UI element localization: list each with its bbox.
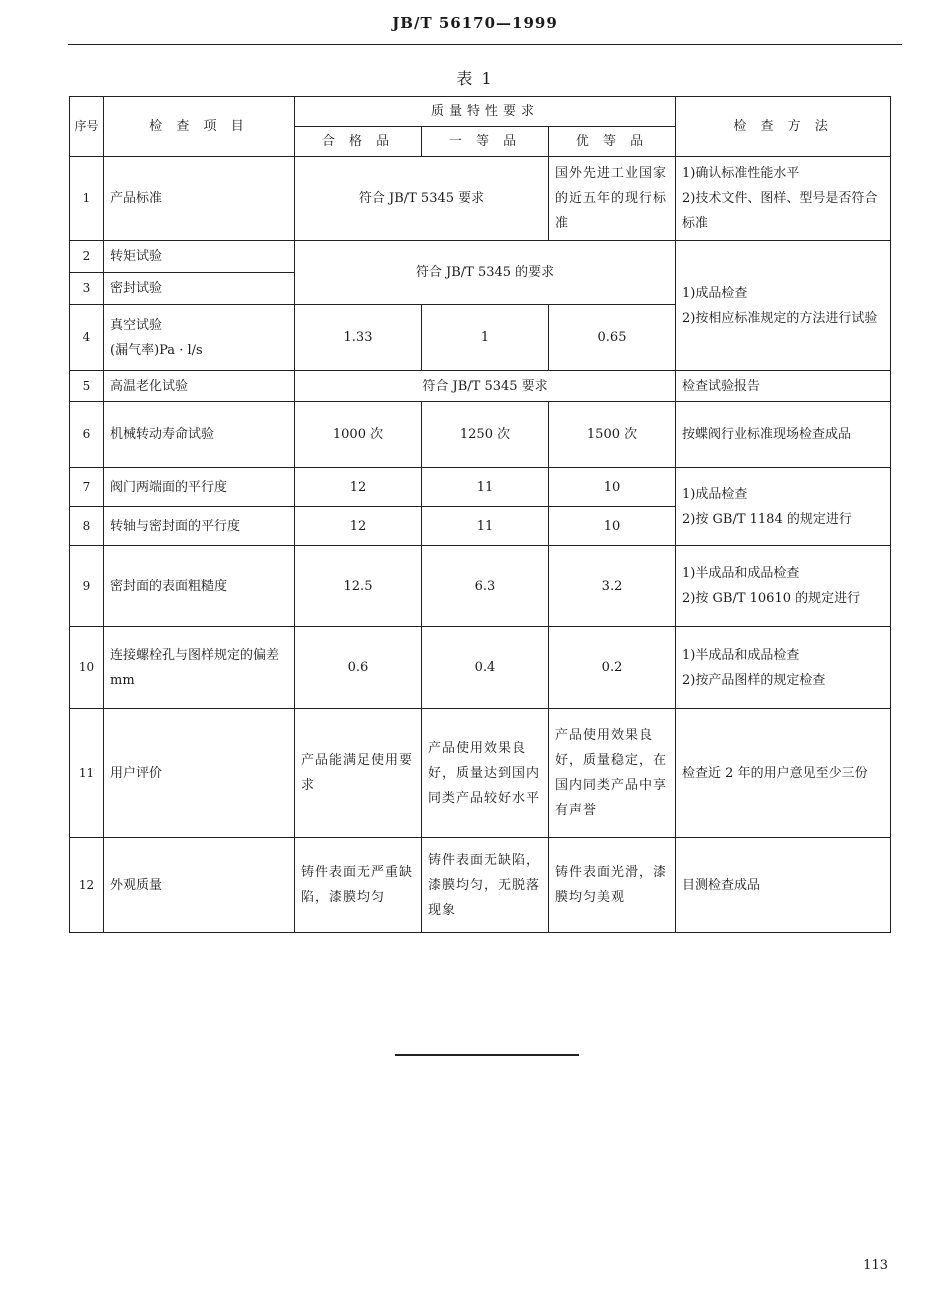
row-seq: 7 (70, 468, 104, 507)
row-method: 检查近 2 年的用户意见至少三份 (676, 709, 891, 838)
row-seq: 8 (70, 507, 104, 546)
row-first-class: 1 (422, 305, 549, 371)
row-superior: 国外先进工业国家的近五年的现行标准 (549, 157, 676, 241)
standard-code-header: JB/T 56170—1999 (392, 14, 558, 32)
row-merged-requirement: 符合 JB/T 5345 的要求 (295, 241, 676, 305)
table-row (70, 468, 891, 507)
table-row (70, 371, 891, 402)
row-seq: 4 (70, 305, 104, 371)
row-item: 密封面的表面粗糙度 (104, 546, 295, 627)
row-superior: 10 (549, 507, 676, 546)
row-method: 目测检查成品 (676, 838, 891, 933)
row-first-class: 11 (422, 468, 549, 507)
table-caption: 表 1 (456, 69, 494, 88)
row-method: 1)半成品和成品检查 2)按产品图样的规定检查 (676, 627, 891, 709)
row-seq: 2 (70, 241, 104, 273)
row-seq: 3 (70, 273, 104, 305)
row-qualified: 铸件表面无严重缺陷，漆膜均匀 (295, 838, 422, 933)
row-item: 转轴与密封面的平行度 (104, 507, 295, 546)
row-qualified: 12.5 (295, 546, 422, 627)
header-item: 检 查 项 目 (104, 97, 295, 157)
row-superior: 10 (549, 468, 676, 507)
row-item: 用户评价 (104, 709, 295, 838)
table-row (70, 546, 891, 627)
row-first-class: 1250 次 (422, 402, 549, 468)
row-seq: 11 (70, 709, 104, 838)
row-method: 1)成品检查 2)按 GB/T 1184 的规定进行 (676, 468, 891, 546)
row-first-class: 产品使用效果良好，质量达到国内同类产品较好水平 (422, 709, 549, 838)
row-superior: 0.65 (549, 305, 676, 371)
row-item: 连接螺栓孔与图样规定的偏差 mm (104, 627, 295, 709)
header-rule (68, 44, 902, 45)
row-qualified: 12 (295, 468, 422, 507)
row-qualified: 1000 次 (295, 402, 422, 468)
page-number: 113 (863, 1258, 888, 1273)
table-row (70, 402, 891, 468)
row-seq: 12 (70, 838, 104, 933)
header-qualified: 合 格 品 (295, 127, 422, 157)
row-seq: 10 (70, 627, 104, 709)
row-superior: 铸件表面光滑，漆膜均匀美观 (549, 838, 676, 933)
table-row (70, 241, 891, 273)
row-method: 1)成品检查 2)按相应标准规定的方法进行试验 (676, 241, 891, 371)
row-method: 1)半成品和成品检查 2)按 GB/T 10610 的规定进行 (676, 546, 891, 627)
table-row (70, 709, 891, 838)
row-item: 密封试验 (104, 273, 295, 305)
row-seq: 1 (70, 157, 104, 241)
row-first-class: 6.3 (422, 546, 549, 627)
row-first-class: 铸件表面无缺陷，漆膜均匀，无脱落现象 (422, 838, 549, 933)
row-qualified: 12 (295, 507, 422, 546)
row-seq: 6 (70, 402, 104, 468)
row-superior: 产品使用效果良好，质量稳定，在国内同类产品中享有声誉 (549, 709, 676, 838)
row-superior: 3.2 (549, 546, 676, 627)
end-rule (395, 1054, 579, 1056)
row-item: 真空试验 (漏气率)Pa · l/s (104, 305, 295, 371)
row-item: 阀门两端面的平行度 (104, 468, 295, 507)
row-merged-requirement: 符合 JB/T 5345 要求 (295, 371, 676, 402)
row-first-class: 11 (422, 507, 549, 546)
row-method: 检查试验报告 (676, 371, 891, 402)
row-item: 产品标准 (104, 157, 295, 241)
quality-requirements-table (69, 96, 891, 933)
table-row (70, 627, 891, 709)
row-item: 转矩试验 (104, 241, 295, 273)
header-quality: 质量特性要求 (295, 97, 676, 127)
row-superior: 0.2 (549, 627, 676, 709)
header-seq: 序号 (70, 97, 104, 157)
row-qualified: 1.33 (295, 305, 422, 371)
row-method: 按蝶阀行业标准现场检查成品 (676, 402, 891, 468)
row-qualified: 产品能满足使用要求 (295, 709, 422, 838)
row-item: 外观质量 (104, 838, 295, 933)
row-superior: 1500 次 (549, 402, 676, 468)
row-item: 机械转动寿命试验 (104, 402, 295, 468)
row-seq: 9 (70, 546, 104, 627)
table-row (70, 157, 891, 241)
row-item: 高温老化试验 (104, 371, 295, 402)
header-first-class: 一 等 品 (422, 127, 549, 157)
row-first-class: 0.4 (422, 627, 549, 709)
table-row (70, 838, 891, 933)
row-method: 1)确认标准性能水平 2)技术文件、图样、型号是否符合标准 (676, 157, 891, 241)
header-method: 检 查 方 法 (676, 97, 891, 157)
row-qualified: 0.6 (295, 627, 422, 709)
row-seq: 5 (70, 371, 104, 402)
header-superior: 优 等 品 (549, 127, 676, 157)
row-merged-requirement: 符合 JB/T 5345 要求 (295, 157, 549, 241)
